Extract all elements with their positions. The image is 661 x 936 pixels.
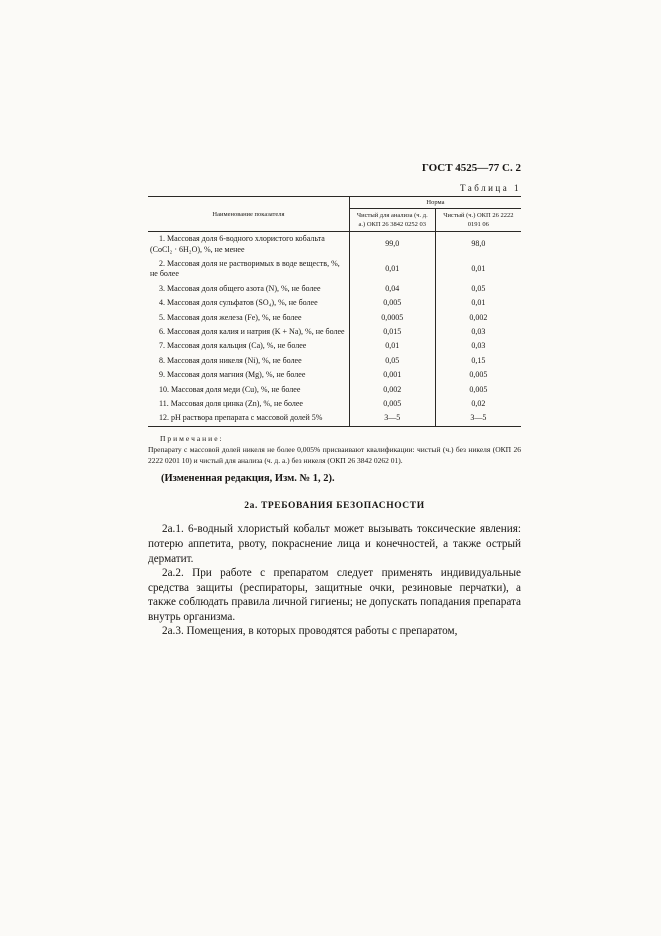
indicator-name-cell: 6. Массовая доля калия и натрия (K + Na), %, не более bbox=[159, 327, 345, 337]
grade-a-value-cell: 0,002 bbox=[349, 383, 435, 397]
doc-reference: ГОСТ 4525—77 С. 2 bbox=[421, 162, 521, 174]
grade-a-value-cell: 0,005 bbox=[349, 397, 435, 411]
grade-a-value-cell: 0,015 bbox=[349, 325, 435, 339]
table-row bbox=[148, 339, 521, 353]
grade-b-value-cell: 0,01 bbox=[435, 296, 521, 310]
grade-b-value-cell: 0,05 bbox=[435, 282, 521, 296]
grade-a-value-cell: 0,01 bbox=[349, 257, 435, 282]
grade-a-value-cell: 3—5 bbox=[349, 411, 435, 426]
table-row bbox=[148, 296, 521, 310]
table-row bbox=[148, 397, 521, 411]
col-header-norm: Норма bbox=[349, 197, 521, 209]
indicator-name-cell: 4. Массовая доля сульфатов (SO₄), %, не более bbox=[159, 298, 318, 308]
indicator-name-cell: 2. Массовая доля не растворимых в воде веществ, %, не более bbox=[150, 259, 340, 279]
grade-a-value-cell: 0,0005 bbox=[349, 311, 435, 325]
grade-a-value-cell: 0,01 bbox=[349, 339, 435, 353]
table-row bbox=[148, 282, 521, 296]
table-row bbox=[148, 411, 521, 426]
amendment-line: (Измененная редакция, Изм. № 1, 2). bbox=[161, 473, 335, 485]
table-row bbox=[148, 257, 521, 282]
grade-b-value-cell: 0,002 bbox=[435, 311, 521, 325]
note-block bbox=[148, 434, 521, 467]
col-header-grade-b: Чистый (ч.) ОКП 26 2222 0191 06 bbox=[435, 209, 521, 232]
indicator-name-cell: 7. Массовая доля кальция (Ca), %, не более bbox=[159, 341, 307, 351]
table-row bbox=[148, 354, 521, 368]
table-row bbox=[148, 383, 521, 397]
indicator-name-cell: 1. Массовая доля 6-водного хлористого кобальта (CoCl₂ · 6H₂O), %, не менее bbox=[150, 234, 325, 254]
grade-b-value-cell: 98,0 bbox=[435, 232, 521, 257]
col-header-grade-a: Чистый для анализа (ч. д. а.) ОКП 26 3842 0252 03 bbox=[349, 209, 435, 232]
spec-table-head bbox=[148, 197, 521, 232]
paragraph: 2а.2. При работе с препаратом следует применять индивидуальные средства защиты (респираторы, защитные очки, резиновые перчатки), а также соблюдать правила личной гигиены; не допускать попадания препарата внутрь организма. bbox=[148, 567, 521, 623]
indicator-name-cell: 11. Массовая доля цинка (Zn), %, не более bbox=[159, 398, 303, 408]
grade-b-value-cell: 0,03 bbox=[435, 339, 521, 353]
grade-b-value-cell: 0,02 bbox=[435, 397, 521, 411]
content-area bbox=[148, 162, 521, 639]
grade-b-value-cell: 0,005 bbox=[435, 383, 521, 397]
indicator-name-cell: 8. Массовая доля никеля (Ni), %, не более bbox=[159, 355, 302, 365]
grade-a-value-cell: 0,005 bbox=[349, 296, 435, 310]
indicator-name-cell: 3. Массовая доля общего азота (N), %, не более bbox=[159, 283, 321, 293]
grade-b-value-cell: 0,03 bbox=[435, 325, 521, 339]
indicator-name-cell: 10. Массовая доля меди (Cu), %, не более bbox=[159, 384, 301, 394]
indicator-name-cell: 5. Массовая доля железа (Fe), %, не более bbox=[159, 312, 302, 322]
paragraph: 2а.1. 6-водный хлористый кобальт может вызывать токсические явления: потерю аппетита, рвоту, покраснение лица и конечностей, а также острый дерматит. bbox=[148, 523, 521, 565]
grade-b-value-cell: 0,15 bbox=[435, 354, 521, 368]
grade-a-value-cell: 99,0 bbox=[349, 232, 435, 257]
grade-b-value-cell: 0,005 bbox=[435, 368, 521, 382]
spec-table bbox=[148, 196, 521, 427]
table-row bbox=[148, 325, 521, 339]
section-heading-safety: 2а. ТРЕБОВАНИЯ БЕЗОПАСНОСТИ bbox=[244, 501, 425, 512]
grade-b-value-cell: 3—5 bbox=[435, 411, 521, 426]
header-row-1 bbox=[148, 197, 521, 209]
table-caption: Таблица 1 bbox=[460, 183, 521, 193]
note-label: Примечание: bbox=[160, 433, 224, 443]
table-row bbox=[148, 311, 521, 325]
grade-a-value-cell: 0,04 bbox=[349, 282, 435, 296]
indicator-name-cell: 12. pH раствора препарата с массовой долей 5% bbox=[159, 413, 323, 423]
paragraph: 2а.3. Помещения, в которых проводятся работы с препаратом, bbox=[162, 625, 458, 638]
col-header-indicator: Наименование показателя bbox=[148, 197, 349, 232]
table-row bbox=[148, 232, 521, 257]
spec-table-body bbox=[148, 232, 521, 426]
grade-a-value-cell: 0,05 bbox=[349, 354, 435, 368]
grade-a-value-cell: 0,001 bbox=[349, 368, 435, 382]
safety-section-body bbox=[148, 522, 521, 639]
table-row bbox=[148, 368, 521, 382]
note-text: Препарату с массовой долей никеля не более 0,005% присваивают квалификации: чистый (ч.) без никеля (ОКП 26 2222 0201 10) и чистый для анализа (ч. д. а.) без никеля (ОКП 26 3842 0262 01). bbox=[148, 444, 521, 465]
grade-b-value-cell: 0,01 bbox=[435, 257, 521, 282]
indicator-name-cell: 9. Массовая доля магния (Mg), %, не более bbox=[159, 370, 306, 380]
